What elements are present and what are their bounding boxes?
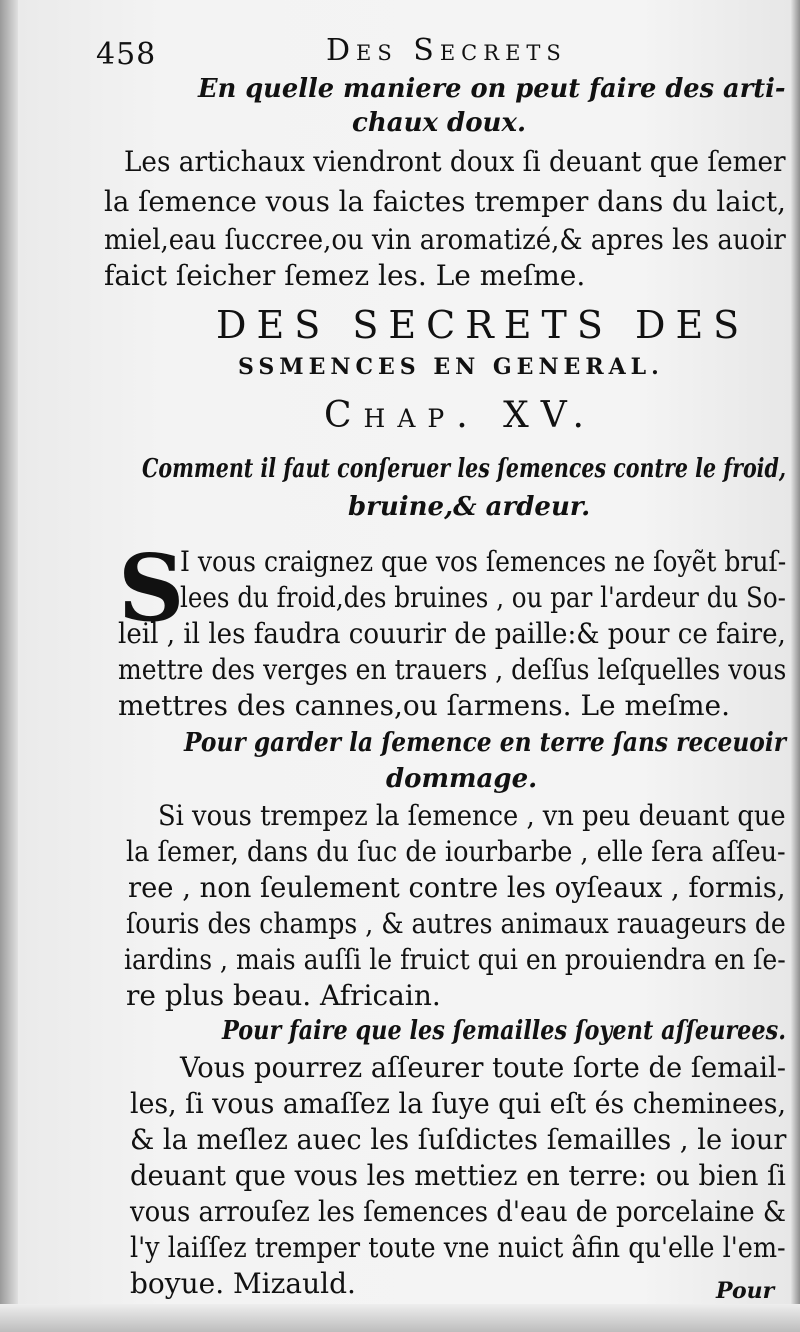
section2-line-2: lees du froid,des bruines , ou par l'ardeur du So- bbox=[180, 581, 786, 614]
section2-line-5: mettres des cannes,ou ſarmens. Le meſme. bbox=[118, 689, 731, 722]
running-head: Des Secrets bbox=[326, 33, 567, 68]
section4-line-7: boyue. Mizauld. bbox=[130, 1267, 356, 1300]
section4-line-4: deuant que vous les mettiez en terre: ou bien ſi bbox=[130, 1159, 786, 1192]
chapter-title-line2: SSMENCES EN GENERAL. bbox=[238, 354, 664, 380]
chapter-title-line1: DES SECRETS DES bbox=[216, 303, 750, 347]
section1-line-3: miel,eau ſuccree,ou vin aromatizé,& apres les auoir bbox=[104, 223, 786, 256]
section3-heading-line2: dommage. bbox=[386, 764, 538, 794]
section4-line-3: & la meſlez auec les ſuſdictes ſemailles , le iour bbox=[130, 1123, 787, 1156]
section3-heading-line1: Pour garder la ſemence en terre ſans receuoir bbox=[184, 728, 787, 758]
section1-heading-line2: chaux doux. bbox=[352, 108, 527, 138]
section2-heading-line1: Comment il faut conſeruer les ſemences contre le froid, bbox=[142, 454, 787, 484]
section4-line-5: vous arrouſez les ſemences d'eau de porcelaine & bbox=[130, 1195, 786, 1228]
section3-line-5: iardins , mais auſſi le fruict qui en prouiendra en ſe- bbox=[124, 943, 786, 976]
section1-heading-line1: En quelle maniere on peut faire des arti- bbox=[198, 74, 786, 104]
page-gutter-shadow bbox=[0, 0, 18, 1332]
section2-line-4: mettre des verges en trauers , deſſus leſquelles vous bbox=[118, 653, 787, 686]
section2-line-3: leil , il les faudra couurir de paille:& pour ce faire, bbox=[118, 617, 786, 650]
section1-line-1: Les artichaux viendront doux ſi deuant que ſemer bbox=[124, 145, 786, 178]
section3-line-1: Si vous trempez la ſemence , vn peu deuant que bbox=[158, 799, 786, 832]
section3-line-6: re plus beau. Africain. bbox=[126, 979, 441, 1012]
section4-heading-line1: Pour faire que les ſemailles ſoyent aſſeurees. bbox=[222, 1016, 787, 1046]
section1-line-4: faict ſeicher ſemez les. Le meſme. bbox=[104, 259, 586, 292]
page-bottom-edge bbox=[0, 1304, 800, 1332]
drop-cap: S bbox=[118, 534, 185, 642]
section3-line-4: ſouris des champs , & autres animaux rauageurs de bbox=[126, 907, 786, 940]
section1-line-2: la ſemence vous la faictes tremper dans du laict, bbox=[104, 185, 786, 218]
section4-line-1: Vous pourrez aſſeurer toute ſorte de ſemail- bbox=[180, 1051, 787, 1084]
section2-heading-line2: bruine,& ardeur. bbox=[348, 492, 591, 522]
section2-line-1: I vous craignez que vos ſemences ne ſoyẽt bruſ- bbox=[180, 545, 787, 578]
section4-line-6: l'y laiſſez tremper toute vne nuict âfin qu'elle l'em- bbox=[130, 1231, 786, 1264]
section4-line-2: les, ſi vous amaſſez la ſuye qui eſt és cheminees, bbox=[130, 1087, 786, 1120]
page-edge-shadow bbox=[790, 0, 800, 1332]
chapter-label: Chap. XV. bbox=[324, 395, 596, 436]
section3-line-2: la ſemer, dans du ſuc de iourbarbe , elle ſera aſſeu- bbox=[126, 835, 786, 868]
section3-line-3: ree , non ſeulement contre les oyſeaux , formis, bbox=[128, 871, 786, 904]
page-number: 458 bbox=[96, 37, 157, 72]
catchword: Pour bbox=[716, 1278, 775, 1304]
